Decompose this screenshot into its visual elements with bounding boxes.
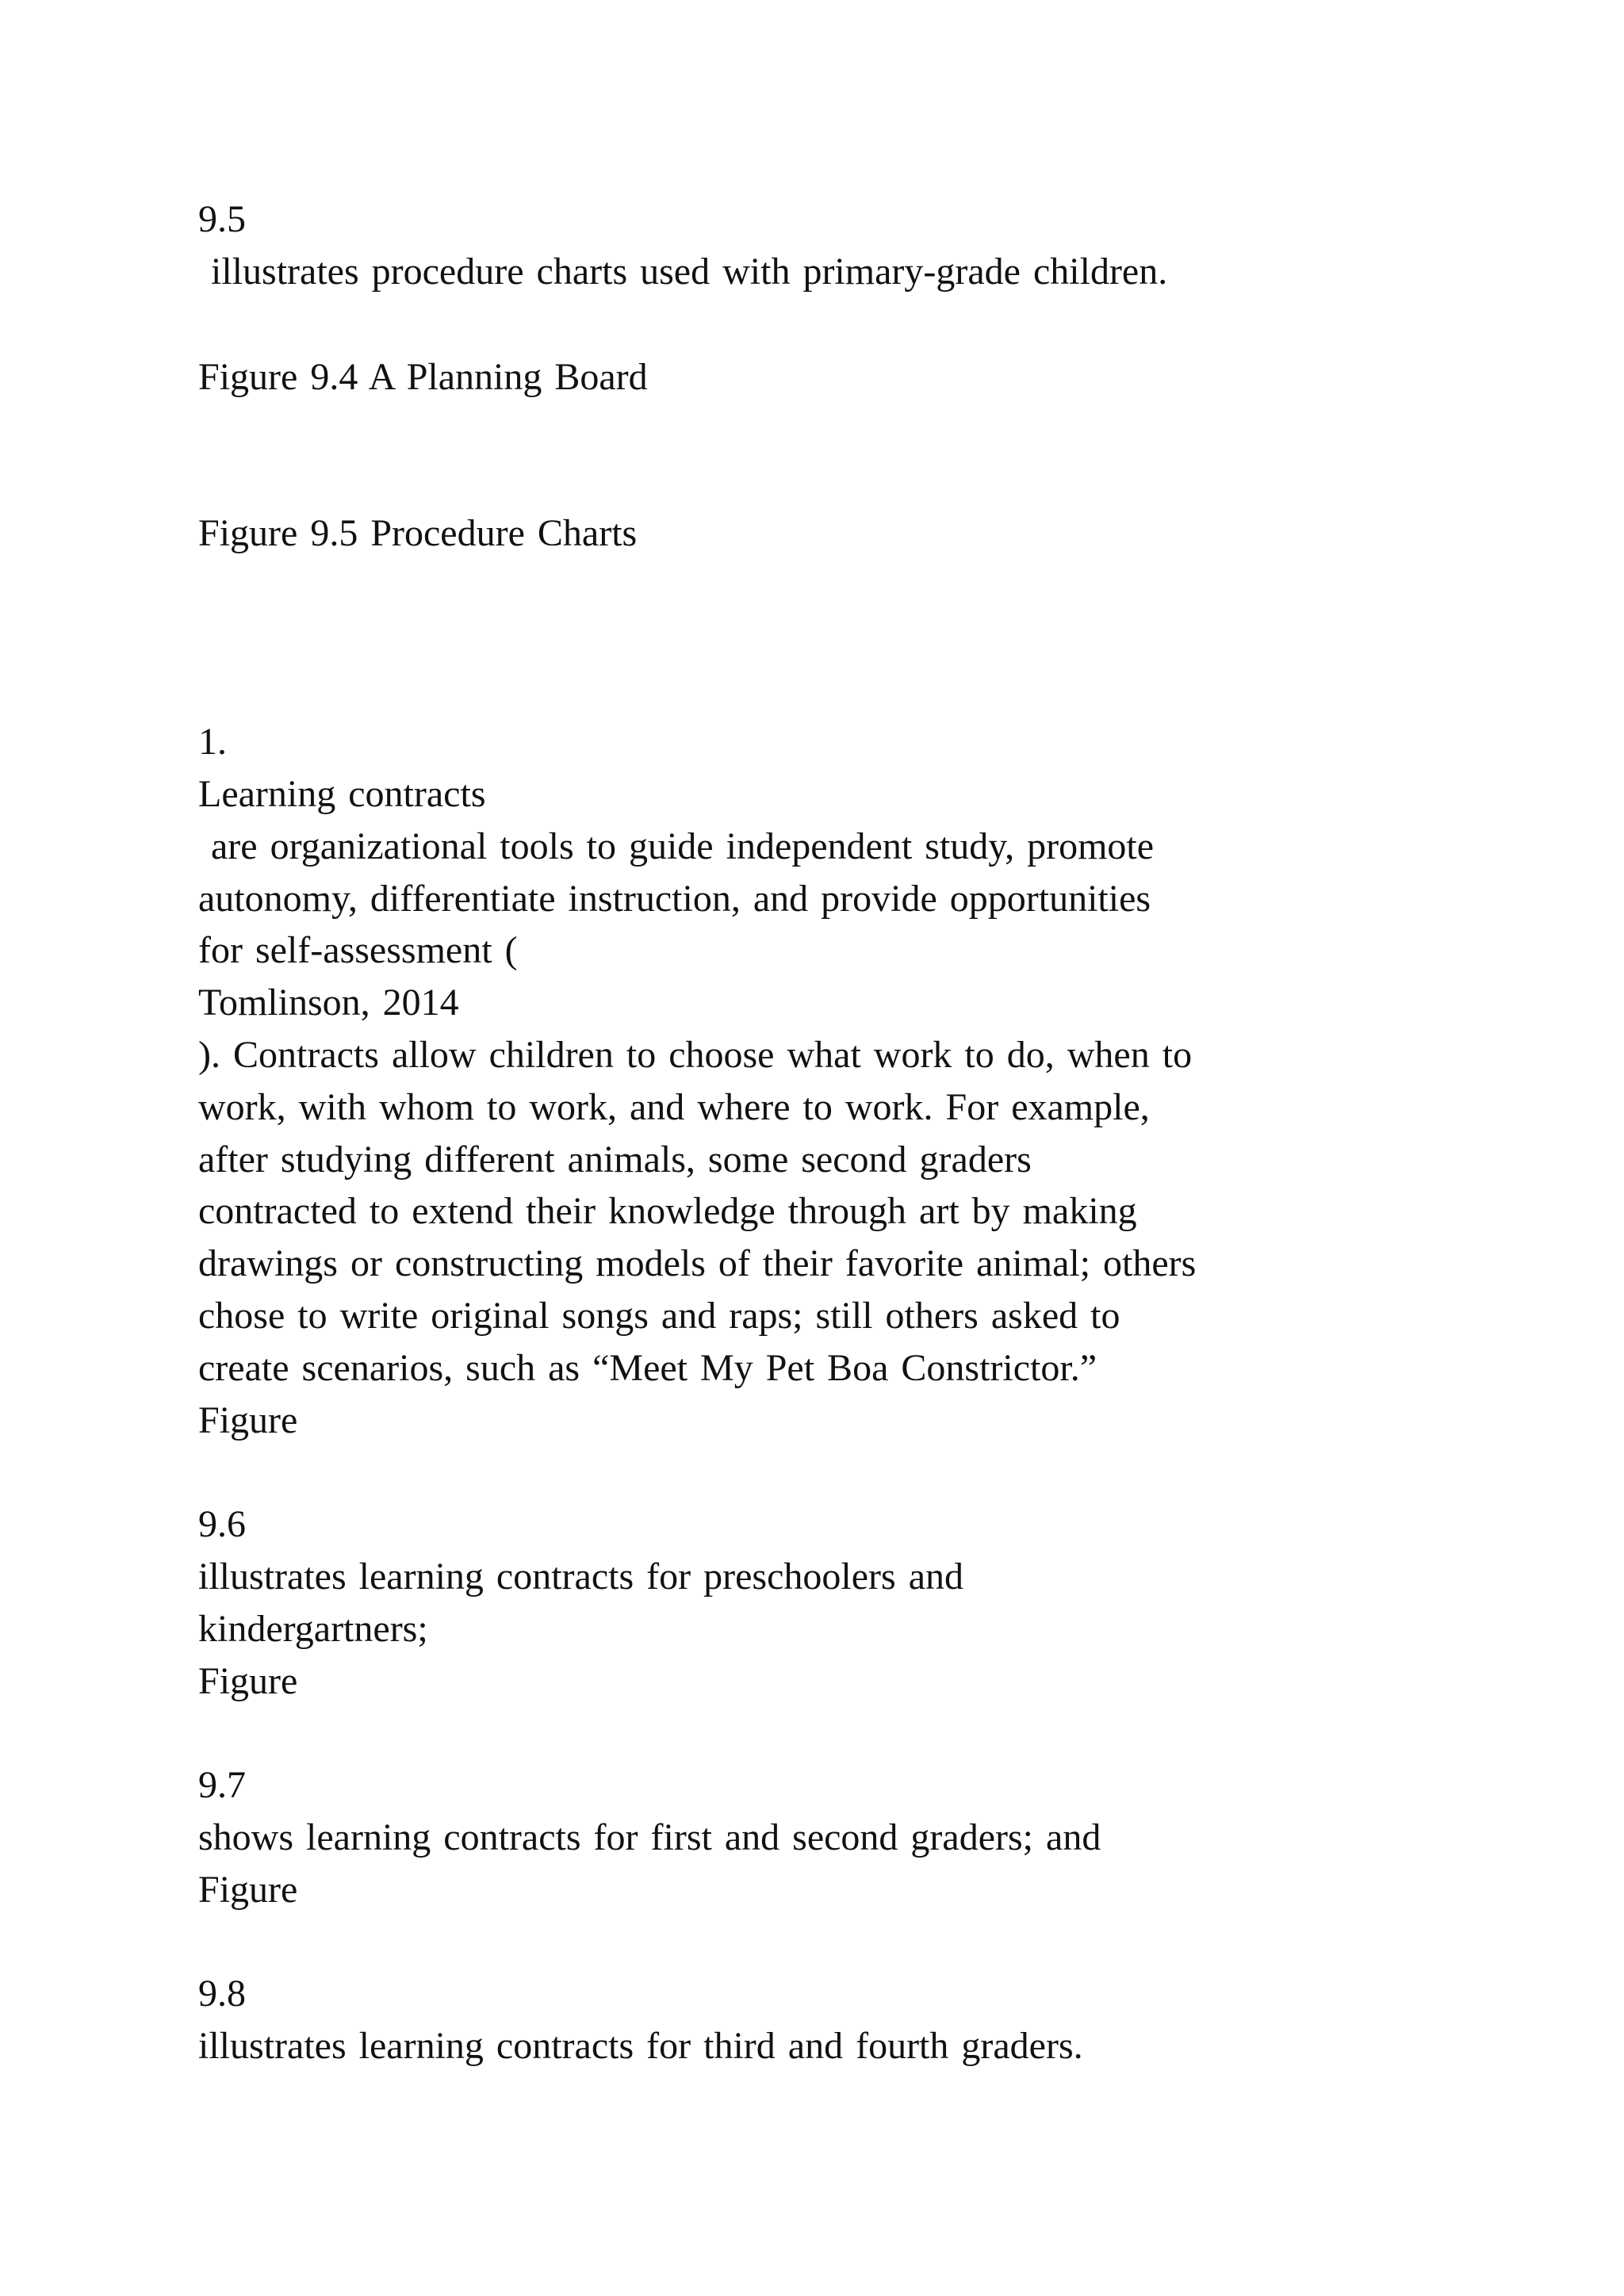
figure-caption-procedure-charts: Figure 9.5 Procedure Charts [198, 512, 638, 554]
paragraph-line: contracted to extend their knowledge through art by making [198, 1190, 1137, 1232]
paragraph-line: illustrates learning contracts for third and fourth graders. [198, 2025, 1083, 2067]
paragraph-line: ). Contracts allow children to choose what work to do, when to [198, 1034, 1193, 1076]
list-number-1: 1. [198, 721, 227, 763]
figure-reference: Figure [198, 1399, 298, 1441]
citation-tomlinson: Tomlinson, 2014 [198, 982, 459, 1024]
figure-reference: Figure [198, 1660, 298, 1702]
figure-number-9-7: 9.7 [198, 1764, 246, 1806]
figure-number-9-6: 9.6 [198, 1503, 246, 1545]
paragraph-line: shows learning contracts for first and second graders; and [198, 1816, 1101, 1858]
text-line-procedure-charts: illustrates procedure charts used with primary-grade children. [198, 251, 1168, 293]
paragraph-line: are organizational tools to guide independent study, promote [198, 825, 1155, 867]
figure-number-9-8: 9.8 [198, 1973, 246, 2015]
paragraph-line: create scenarios, such as “Meet My Pet Boa Constrictor.” [198, 1347, 1097, 1389]
paragraph-line: autonomy, differentiate instruction, and provide opportunities [198, 878, 1151, 920]
paragraph-line: illustrates learning contracts for preschoolers and [198, 1556, 963, 1598]
paragraph-line: kindergartners; [198, 1608, 428, 1650]
paragraph-line: for self-assessment ( [198, 929, 518, 971]
figure-caption-planning-board: Figure 9.4 A Planning Board [198, 356, 648, 398]
paragraph-line: work, with whom to work, and where to work. For example, [198, 1086, 1150, 1128]
figure-number-9-5: 9.5 [198, 198, 246, 240]
term-learning-contracts: Learning contracts [198, 773, 486, 815]
figure-reference: Figure [198, 1869, 298, 1911]
paragraph-line: drawings or constructing models of their favorite animal; others [198, 1242, 1197, 1284]
paragraph-line: chose to write original songs and raps; still others asked to [198, 1295, 1120, 1337]
paragraph-line: after studying different animals, some second graders [198, 1138, 1032, 1181]
